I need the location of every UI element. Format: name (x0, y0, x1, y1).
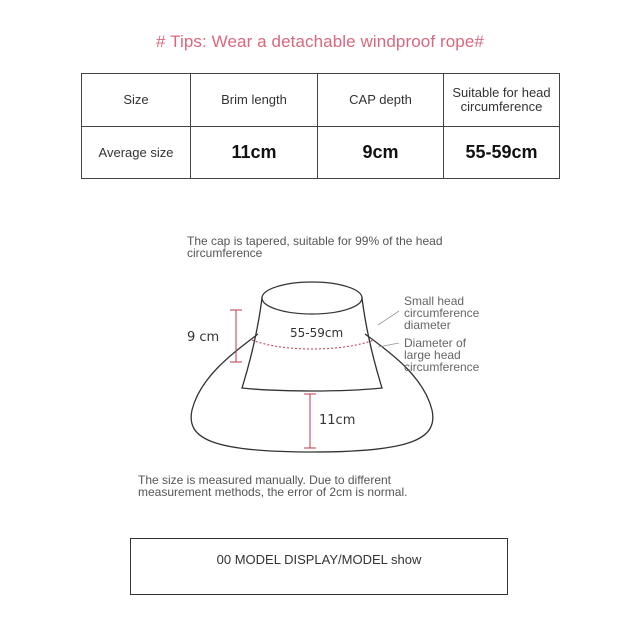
large-head-label: Diameter of large head circumference (404, 336, 480, 374)
cell-brim-length: 11cm (191, 127, 318, 179)
circumference-dashed-line (252, 340, 374, 349)
circumference-label: 55-59cm (290, 326, 344, 340)
cell-head-circumference: 55-59cm (444, 127, 560, 179)
small-head-leader-line (378, 311, 399, 325)
taper-caption: The cap is tapered, suitable for 99% of the head circumference (187, 234, 443, 260)
small-head-label: Small head circumference diameter (404, 294, 480, 332)
hat-top-ellipse (262, 282, 362, 314)
hat-crown-outline (242, 298, 382, 391)
cell-cap-depth: 9cm (318, 127, 444, 179)
measurement-note: The size is measured manually. Due to different measurement methods, the error of 2cm is normal. (138, 473, 408, 499)
model-display-box (130, 538, 508, 595)
large-head-leader-line (378, 343, 399, 347)
tips-banner: # Tips: Wear a detachable windproof rope# (156, 32, 484, 51)
brim-label: 11cm (319, 413, 356, 428)
depth-label: 9 cm (187, 330, 220, 345)
hat-brim-outline (191, 334, 433, 452)
model-display-text: 00 MODEL DISPLAY/MODEL show (216, 552, 422, 567)
header-head-circumference: Suitable for head circumference (444, 74, 560, 127)
header-cap-depth: CAP depth (318, 74, 444, 127)
header-brim-length: Brim length (191, 74, 318, 127)
header-size: Size (82, 74, 191, 127)
cell-size: Average size (82, 127, 191, 179)
